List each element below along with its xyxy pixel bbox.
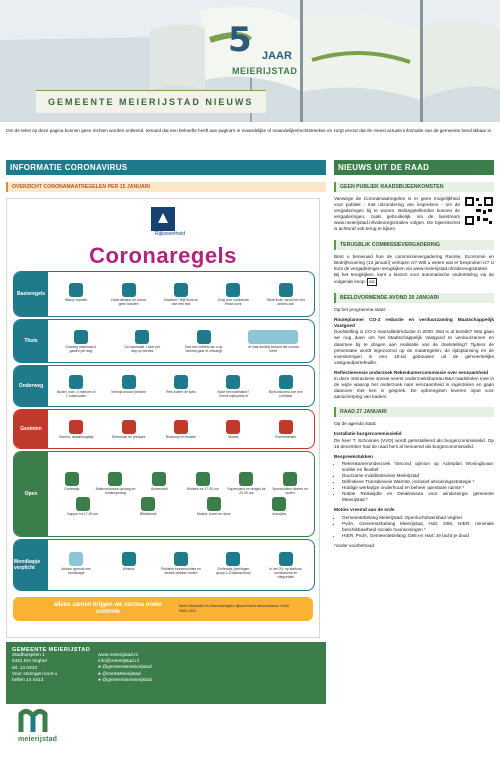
row-label: Mondkapje verplicht: [14, 540, 48, 590]
rule-row-gesloten: [13, 409, 315, 449]
meierijstad-m-icon: [18, 706, 48, 736]
rule-row-basisregels: [13, 271, 315, 317]
rijksoverheid-logo-icon: [151, 207, 175, 231]
s3-block-2: [334, 370, 494, 400]
guests-icon: [74, 330, 88, 344]
list-item: • Huidige werkwijze onderhoud en beheer openbare ruimte *: [342, 485, 494, 491]
contact-block: [6, 642, 326, 704]
contact-heading: GEMEENTE MEIERIJSTAD: [12, 647, 91, 653]
childcare-icon: [108, 472, 122, 486]
list-item: • Rekenkameronderzoek 'Second opinion op Actieplan Woningbouw: sneller en flexibel': [342, 461, 494, 473]
s3-intro: Op het programma staat:: [334, 307, 387, 313]
s4-block-3: [334, 507, 494, 538]
bespreekstukken-list: [334, 461, 494, 504]
rule-item: Musea, tonen en dans: [194, 497, 234, 516]
plane-icon: [226, 375, 240, 389]
hairdresser-icon: [76, 497, 90, 511]
contact-phone: tel. 14 0413: [12, 665, 38, 671]
rule-item: Bij thuiskomst doe een (zelf)test: [266, 375, 306, 398]
rule-row-open: [13, 451, 315, 537]
footer-message: alleen samen krijgen we corona onder controle: [53, 602, 163, 615]
rule-item: Vermijd drukke plekken: [109, 375, 149, 398]
rule-item: In het OV, op stations, luchthavens en vliegvelden: [266, 552, 306, 579]
events-icon: [279, 420, 293, 434]
shop-bag-icon: [122, 552, 136, 566]
contact-address: Stadhuisplein 1: [12, 653, 45, 659]
fresh-air-icon: [226, 283, 240, 297]
rule-item: Universiteit: [139, 472, 179, 495]
s4-block-1: [334, 431, 494, 449]
org-name: Rijksoverheid: [155, 231, 186, 237]
row-label: Thuis: [14, 320, 48, 362]
music-icon: [207, 497, 221, 511]
home-work-icon: [279, 283, 293, 297]
rule-item: Sportscholen binnen en buiten: [270, 472, 310, 495]
rule-item: Supermarkt en drogist tot 20.00 uur: [226, 472, 266, 495]
rule-item: Houd afstand en schud geen handen: [109, 283, 149, 306]
rule-item: Horeca, afhaalmogelijk: [56, 420, 96, 439]
home-test-icon: [279, 375, 293, 389]
contact-emergency-line-2: bellen 14 0413: [12, 678, 44, 684]
contact-website-link[interactable]: www.meierijstad.nl: [98, 653, 138, 658]
subsection-title-raad-27: RAAD 27 JANUARI: [334, 407, 494, 417]
crowd-icon: [122, 375, 136, 389]
poster-footer: [13, 597, 313, 621]
contact-instagram-link[interactable]: ● @gemeentemeierijstad: [98, 677, 152, 683]
contact-emergency-line-1: Voor storingen kunt u: [12, 671, 58, 677]
s4-intro: Op de agenda staat:: [334, 421, 377, 427]
distance-icon: [122, 283, 136, 297]
rule-item: Musea: [213, 420, 253, 439]
s4-note: *onder voorbehoud: [334, 542, 374, 548]
rule-row-onderweg: [13, 365, 315, 407]
rule-item: Onderwijs (leerlingen groep 1-5 basisschool): [213, 552, 253, 579]
subsection-title-beeldvormende: BEELDVORMENDE AVOND 20 JANUARI: [334, 293, 494, 303]
rule-item: Je was dichtbij iemand die corona heeft: [245, 330, 301, 353]
rule-item: Bibliotheek: [128, 497, 168, 516]
footer-info: Meer informatie en uitzonderingen: rijksoverheid.nl/coronavirus of bel 0800-1351: [179, 604, 289, 613]
rule-row-mondkapje: [13, 539, 315, 591]
subsection-title-terugblik: TERUGBLIK COMMISSIEVERGADERING: [334, 240, 494, 250]
hero-banner: [0, 0, 500, 122]
gym-icon: [283, 472, 297, 486]
public-space-icon: [174, 552, 188, 566]
rule-item: Naar het buitenland? Check wijsopreis.nl: [213, 375, 253, 398]
list-item: • HIER, PvdA, Gemeentebelang, D66 en Hart: Je lacht je dood: [342, 533, 494, 539]
instagram-icon: ●: [98, 677, 103, 683]
supermarket-icon: [239, 472, 253, 486]
s4-heading-1: Installatie burgercommissielid: [334, 431, 402, 437]
cinema-icon: [174, 420, 188, 434]
rule-item: Publieke binnenruimtes en drukke plekken buiten: [161, 552, 201, 579]
rule-item: Reis buiten de spits: [161, 375, 201, 398]
s1-text-block: Vanwege de Coronamaatregelen is er geen mogelijkheid voor publiek - met uitzondering van insprekers - om de vergaderingen bij te wonen. Belangstellenden kunnen de vergaderingen, zoals gebruikelijk, via de livestream www.meierijstad.nl/videoregistraties volgen. De bijeenkomst is achteraf ook terug te kijken.: [334, 196, 494, 233]
car-icon: [272, 497, 286, 511]
rule-item: Ga maximaal 1 keer per dag op bezoek: [122, 330, 162, 353]
s2-text-2: Bij het terugkijken, kunt u kiezen voor automatische ondertiteling via de volgende knop: CC: [334, 272, 494, 286]
s3-heading-1: Routeplanner CO-2 reductie en verduurzaming Maatschappelijk Vastgoed: [334, 317, 494, 329]
qr-code-icon[interactable]: [464, 196, 494, 226]
section-title-raad: NIEUWS UIT DE RAAD: [334, 160, 494, 175]
rule-item: Buiten: max. 4 mensen of 1 huishouden: [56, 375, 96, 398]
group-icon: [69, 375, 83, 389]
train-icon: [279, 552, 293, 566]
meierijstad-logo: [18, 706, 78, 750]
s4-heading-3: Moties vreemd aan de orde: [334, 507, 395, 513]
contact-postal: 5461 KN Veghel: [12, 659, 47, 665]
rule-item: Evenementen: [266, 420, 306, 439]
school-icon: [65, 472, 79, 486]
subsection-title-maatregelen: OVERZICHT CORONAMAATREGELEN PER 15 JANUARI: [6, 182, 326, 192]
list-item: • Notitie Reikwijdte en Detailniveau voor windenergie gemeente Meierijstad *: [342, 491, 494, 503]
row-label: Onderweg: [14, 366, 48, 406]
left-column: [6, 160, 326, 638]
s3-block-1: [334, 317, 494, 366]
horeca-icon: [69, 420, 83, 434]
masthead-title-bar: [36, 90, 266, 113]
selftest-icon: [197, 330, 211, 344]
wash-hands-icon: [69, 283, 83, 297]
contact-email-link[interactable]: info@meierijstad.nl: [98, 659, 139, 665]
visit-icon: [135, 330, 149, 344]
contact-icon: [248, 330, 298, 344]
s3-paragraph-2: In deze interactieve sessie neemt onderzoeksbureau B&A raadsleden mee in de wijze waarop het onderzoek naar eenzaamheid is ingestoken en gaan daarover met hen in gesprek. De opbrengsten leveren input voor aanscherping van kaders.: [334, 375, 494, 400]
library-icon: [141, 497, 155, 511]
contact-facebook-link[interactable]: ● @gemeentemeierijstad: [98, 665, 152, 671]
list-item: • Duurzame mobiliteitsvisie Meierijstad: [342, 473, 494, 479]
flag-brand: MEIERIJSTAD: [232, 66, 298, 76]
rule-item: Winkels tot 17.00 uur: [183, 472, 223, 495]
rule-item: Autorijles: [259, 497, 299, 516]
rule-item: Advies: gebruik een mondkapje: [56, 552, 96, 579]
list-item: • Gemeentebelang Meierijstad: Openluchtzwembad Veghel: [342, 515, 494, 521]
subtitle-cc-button[interactable]: CC: [367, 278, 377, 286]
facebook-icon: ●: [98, 665, 103, 671]
twitter-icon: ●: [98, 671, 103, 677]
intro-disclaimer: Om de tekst op deze pagina kunnen geen rechten worden ontleend. Iemand dat een behoefte heeft aan pagina's in maandelijke of maandelijke/rechtstreekse en zorgt ervoor dat de meest actuele informatie van de gemeente beschikbaar is.: [6, 128, 493, 133]
s4-heading-2: Bespreekstukken: [334, 453, 373, 459]
masthead-title: GEMEENTE MEIERIJSTAD NIEUWS: [48, 97, 254, 107]
university-icon: [152, 472, 166, 486]
rule-item: Dierentuin en pretpark: [109, 420, 149, 439]
bus-icon: [174, 375, 188, 389]
museum-icon: [226, 420, 240, 434]
section-title-corona: INFORMATIE CORONAVIRUS: [6, 160, 326, 175]
s3-heading-2: Reflectiesessie onderzoek Rekenkamercommissie over eenzaamheid: [334, 369, 488, 375]
rule-item: Buitenschoolse opvang en kinderopvang: [95, 472, 135, 495]
rule-item: Was je handen: [56, 283, 96, 306]
poster-title: Coronaregels: [89, 243, 237, 268]
s4-block-2: [334, 454, 494, 504]
rule-item: Onderwijs: [52, 472, 92, 495]
list-item: • Definitieve Transitievisie Warmte, inclusief uitvoeringsstrategie *: [342, 479, 494, 485]
coronaregels-poster: [6, 198, 320, 638]
rule-item: Zorg voor voldoende frisse lucht: [213, 283, 253, 306]
contact-twitter-link[interactable]: ● @GemMeierijstad: [98, 671, 141, 677]
flag-label: JAAR: [262, 50, 292, 62]
brand-name: meierijstad: [18, 736, 58, 743]
row-label: Open: [14, 452, 48, 536]
rule-item: Ontvang maximaal 4 gasten per dag: [61, 330, 101, 353]
mask-advice-icon: [69, 552, 83, 566]
right-column: [334, 160, 494, 549]
flag-number: 5: [228, 20, 252, 60]
rule-item: Kapper tot 17.00 uur: [63, 497, 103, 516]
symptoms-icon: [174, 283, 188, 297]
zoo-icon: [122, 420, 136, 434]
rule-item: Winkels: [109, 552, 149, 579]
rule-item: Bioscoop en theater: [161, 420, 201, 439]
shop-icon: [196, 472, 210, 486]
rule-item: Klachten? Blijf thuis en doe een test: [161, 283, 201, 306]
rule-item: Doe een zelftest als u op bezoek gaat of ontvangt: [184, 330, 224, 353]
pupils-icon: [226, 552, 240, 566]
rule-item: Werk thuis, tenzij het niet anders kan: [266, 283, 306, 306]
row-label: Basisregels: [14, 272, 48, 316]
subsection-title-geen-publiek: GEEN PUBLIEK RAADSBIJEENKOMSTEN: [334, 182, 494, 192]
s4-paragraph-1: De heer T. Schoones (VVD) wordt geïnstalleerd als burgercommissielid. Op 16 december had de raad hem al benoemd als burgercommissielid.: [334, 437, 494, 449]
list-item: • PvdA, Gemeentebelang Meierijstad, Hart, D66, HIER: minimale beschikbaarheid sociale huurwoningen *: [342, 521, 494, 533]
moties-list: [334, 515, 494, 539]
rule-row-thuis: [13, 319, 315, 363]
row-label: Gesloten: [14, 410, 48, 448]
s2-text: Bent u benieuwd hoe de commissievergadering Ruimte, Economie en Bedrijfsvoering (13 januari) verlopen is? Wilt u weten wat er besproken is? U kunt de vergaderingen terugkijken via www.meierijstad.nl/videoregistraties: [334, 253, 494, 271]
s3-paragraph-1: Doelstelling is CO-2 neutraliteitreductie in 2030. Wat is al bereikt? Wat gaan we nog doen om het Maatschappelijk Vastgoed te verduurzamen en daarmee bij te dragen aan realisatie van de doelstelling? Tijdens de presentatie wordt ingezoomd op de maatregelen, de tijdsplanning en de investeringen in een 18-tal gebouwen uit de gemeentelijke vastgoedportefeuille.: [334, 329, 494, 365]
